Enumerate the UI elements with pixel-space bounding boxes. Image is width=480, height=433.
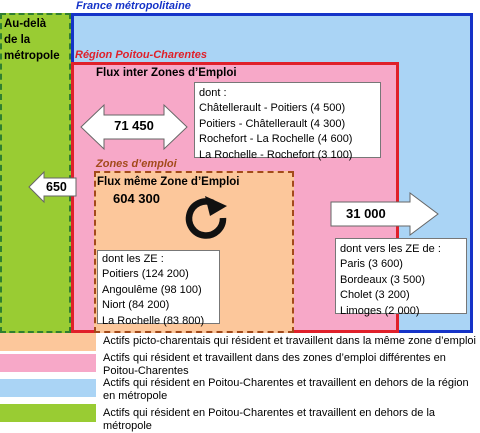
outside-flux-value: 650 — [46, 180, 67, 194]
region-label: Région Poitou-Charentes — [75, 49, 208, 61]
inter-flux-value: 71 450 — [114, 118, 154, 133]
legend-text: Actifs picto-charentais qui résident et travaillent dans la même zone d’emploi — [103, 335, 476, 347]
meme-details-item: Niort (84 200) — [102, 299, 170, 312]
outside-label-line: de la — [4, 34, 31, 46]
outside-label-line: métropole — [4, 50, 60, 62]
legend-text: Actifs qui résident et travaillent dans des zones d’emploi différentes en Poitou-Charentes — [103, 352, 446, 377]
inter-details-item: Rochefort - La Rochelle (4 600) — [199, 133, 353, 146]
legend-item — [0, 331, 480, 353]
legend-swatch — [0, 379, 96, 397]
meme-flux-details — [97, 250, 220, 327]
legend-swatch — [0, 354, 96, 372]
legend-item — [0, 377, 480, 402]
france-details-item: Cholet (3 200) — [340, 289, 410, 302]
france-flux-details — [335, 238, 467, 317]
outside-label-line: Au-delà — [4, 18, 47, 30]
france-details-item: Bordeaux (3 500) — [340, 273, 425, 286]
legend-item — [0, 352, 480, 377]
meme-details-item: Angoulême (98 100) — [102, 283, 202, 296]
inter-details-heading: dont : — [199, 87, 227, 99]
france-details-item: Limoges (2 000) — [340, 304, 420, 317]
legend-swatch — [0, 333, 96, 351]
circular-arrow-icon — [183, 196, 231, 240]
legend-item — [0, 402, 480, 432]
legend-text: Actifs qui résident en Poitou-Charentes et travaillent en dehors de la région en métropole — [103, 377, 469, 402]
legend-swatch — [0, 404, 96, 422]
france-details-item: Paris (3 600) — [340, 258, 403, 271]
france-flux-value: 31 000 — [346, 206, 386, 221]
legend-text: Actifs qui résident en Poitou-Charentes et travaillent en dehors de la métropole — [103, 407, 436, 432]
meme-details-item: La Rochelle (83 800) — [102, 314, 205, 327]
inter-flux-details — [194, 82, 381, 161]
inter-details-item: La Rochelle - Rochefort (3 100) — [199, 148, 353, 161]
meme-details-item: Poitiers (124 200) — [102, 268, 189, 281]
inter-flux-title: Flux inter Zones d’Emploi — [96, 67, 237, 79]
meme-flux-value: 604 300 — [113, 191, 160, 206]
france-details-heading: dont vers les ZE de : — [340, 243, 441, 255]
meme-flux-title: Flux même Zone d’Emploi — [97, 176, 240, 188]
france-label: France métropolitaine — [76, 0, 191, 12]
meme-details-heading: dont les ZE : — [102, 253, 164, 265]
inter-details-item: Poitiers - Châtellerault (4 300) — [199, 117, 346, 130]
outside-label — [4, 16, 60, 64]
inter-details-item: Châtellerault - Poitiers (4 500) — [199, 102, 346, 115]
zones-emploi-label: Zones d’emploi — [96, 158, 177, 170]
